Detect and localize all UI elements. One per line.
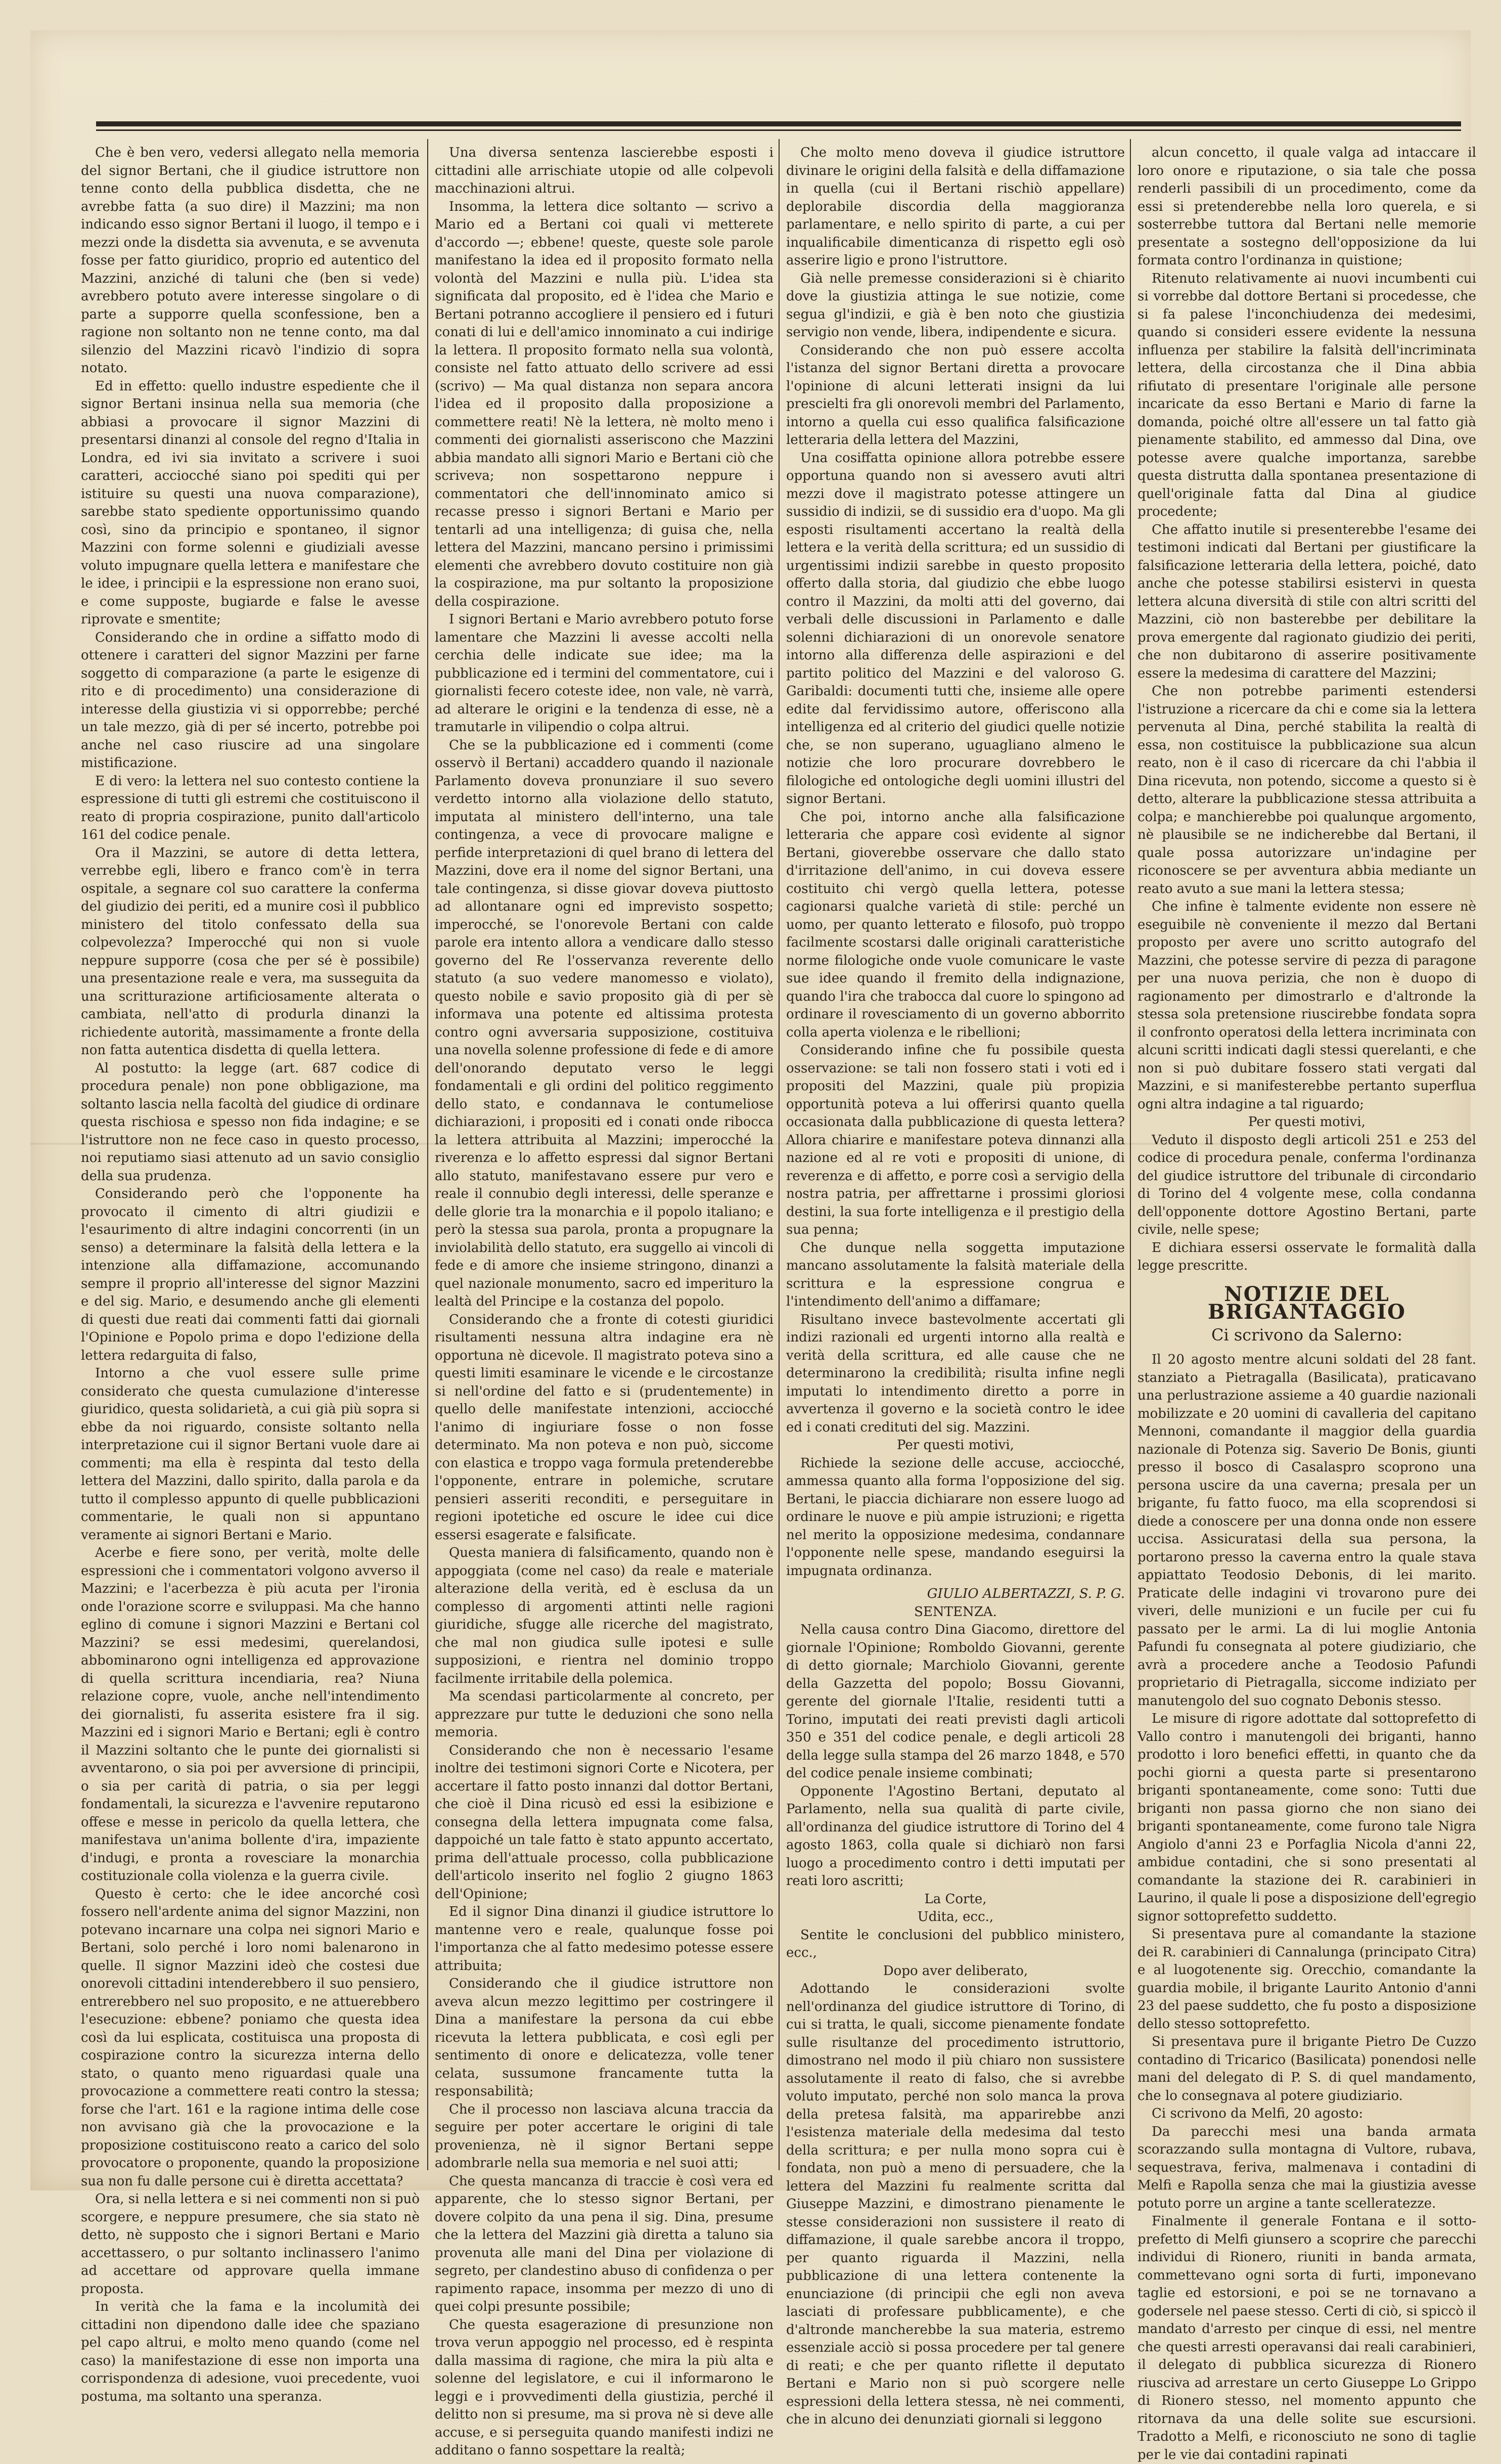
paragraph: Che se la pubblicazione ed i commenti (come osservò il Bertani) accaddero quando il nazionale Parlamento doveva pronunziare il suo severo verdetto intorno alla violazione dello statuto, imputata al ministero dell'interno, una tale contingenza, a vece di provocare maligne e perfide interpretazioni di quel brano di lettera del Mazzini, dove era il nome del signor Bertani, una tale contingenza, si disse giovar doveva piuttosto ad allontanare ogni ed imprevisto sospetto; imperocché, se l'onorevole Bertani con calde parole era intento allora a vendicare dallo stesso governo del Re l'osservanza reverente dello statuto (a suo vedere manomesso e violato), questo nobile e savio proposito già di per sè informava una potente ed altissima protesta contro ogni avversaria supposizione, costituiva una novella solenne professione di fede e di amore dell'onorando deputato verso le leggi fondamentali e gli ordini del politico reggimento dello stato, e condannava le contumeliose dichiarazioni, i propositi ed i conati onde ribocca la lettera attribuita al Mazzini; imperocché la riverenza e lo affetto espressi dal signor Bertani allo statuto, manifestavano essere pur vero e reale il connubio degli interessi, delle speranze e delle glorie tra la monarchia e il popolo italiano; e però la stessa sua parola, pronta a propugnare la inviolabilità dello statuto, era suggello ai vincoli di fede e di amore che insieme stringono, dinanzi a quel nazionale monumento, sacro ed imperituro la lealtà del Principe e la costanza del popolo. — [435, 737, 774, 1309]
paragraph: Nella causa contro Dina Giacomo, direttore del giornale l'Opinione; Romboldo Giovanni, gerente di detto giornale; Marchiolo Giovanni, gerente della Gazzetta del popolo; Bossu Giovanni, gerente del giornale l'Italie, residenti tutti a Torino, imputati dei reati previsti dagli articoli 350 e 351 del codice penale, e degli articoli 28 della legge sulla stampa del 26 marzo 1848, e 570 del codice penale insieme combinati; — [786, 1622, 1125, 1781]
section-heading: NOTIZIE DEL BRIGANTAGGIO — [1207, 1282, 1406, 1324]
section-subheading: Ci scrivono da Salerno: — [1211, 1325, 1402, 1345]
column-divider — [427, 139, 428, 2170]
paragraph: Ed il signor Dina dinanzi il giudice istruttore lo mantenne vero e reale, qualunque fosse poi l'importanza che al fatto medesimo potesse essere attribuita; — [435, 1904, 774, 1974]
paragraph: Già nelle premesse considerazioni si è chiarito dove la giustizia attinga le sue notizie, come segua gl'indizii, e già è ben noto che giustizia servigio non vende, libera, indipendente e sicura. — [786, 271, 1125, 340]
paragraph: Che molto meno doveva il giudice istruttore divinare le origini della falsità e della diffamazione in quella (cui il Bertani rischiò appellare) deplorabile discordia della maggioranza parlamentare, e nello spirito di parte, a cui per inqualificabile dimenticanza di rispetto egli osò asserire ligio e prono l'istruttore. — [786, 145, 1125, 268]
paragraph: Le misure di rigore adottate dal sottoprefetto di Vallo contro i manutengoli dei briganti, hanno prodotto i loro benefici effetti, in quanto che da pochi giorni a questa parte si presentarono briganti spontaneamente, come sono: Tutti due briganti non passa giorno che non siano dei briganti spontaneamente, come furono tale Nigra Angiolo d'anni 23 e Porfaglia Nicola d'anni 22, ambidue contadini, che si sono presentati al comandante la stazione dei R. carabinieri in Laurino, il quale li pose a disposizione dell'egregio signor sottoprefetto suddetto. — [1138, 1711, 1476, 1924]
paragraph: Veduto il disposto degli articoli 251 e 253 del codice di procedura penale, conferma l'ordinanza del giudice istruttore del tribunale di circondario di Torino del 4 volgente mese, colla condanna dell'opponente dottore Agostino Bertani, parte civile, nelle spese; — [1138, 1132, 1476, 1237]
paragraph: Ritenuto relativamente ai nuovi incumbenti cui si vorrebbe dal dottore Bertani si procedesse, che si fa palese l'inconchiudenza dei medesimi, quando si consideri essere evidente la nessuna influenza per stabilire la falsità dell'incriminata lettera, della circostanza che il Dina abbia rifiutato di presentare l'originale alle persone incaricate da esso Bertani e Mario di farne la domanda, poiché oltre all'essere un tal fatto già pienamente stabilito, ed ammesso dal Dina, ove potesse avere qualche importanza, sarebbe questa distrutta dalla spontanea presentazione di quell'originale fatta dal Dina al giudice procedente; — [1138, 271, 1476, 519]
text-column-3 — [786, 144, 1125, 2429]
masthead-rule — [96, 121, 1461, 126]
paragraph: Si presentava pure al comandante la stazione dei R. carabinieri di Cannalunga (principato Citra) e al luogotenente sig. Orecchio, comandante la guardia mobile, il brigante Laurito Antonio d'anni 23 del paese suddetto, che fu posto a disposizione dello stesso sottoprefetto. — [1138, 1927, 1476, 2032]
paragraph: alcun concetto, il quale valga ad intaccare il loro onore e riputazione, o sia tale che possa renderli passibili di un procedimento, come da essi si pretenderebbe nella loro querela, e si sosterrebbe tuttora dal Bertani nelle memorie presentate a sostegno dell'opposizione da lui formata contro l'ordinanza in quistione; — [1138, 145, 1476, 268]
paragraph: Che infine è talmente evidente non essere nè eseguibile nè conveniente il mezzo dal Bertani proposto per avere uno scritto autografo del Mazzini, che potesse servire di pezza di paragone per una nuova perizia, che non è duopo di ragionamento per dimostrarlo e d'altronde la stessa sola pretensione riuscirebbe fondata sopra il confronto operatosi della lettera incriminata con alcuni scritti indicati dagli stessi querelanti, e che non si può dubitare fossero stati vergati dal Mazzini, e si manifesterebbe pertanto superflua ogni altra indagine a tal riguardo; — [1138, 899, 1476, 1112]
paragraph: La Corte, — [924, 1891, 987, 1907]
paragraph: Udita, ecc., — [917, 1909, 994, 1924]
paragraph: Per questi motivi, — [1248, 1114, 1366, 1130]
paragraph: Una cosiffatta opinione allora potrebbe essere opportuna quando non si avessero avuti altri mezzi dove il magistrato potesse attingere un sussidio di indizii, se di sussidio era d'uopo. Ma gli esposti risultamenti accertano la realtà della lettera e la verità della scrittura; ed un sussidio di urgentissimi indizii sarebbe in questo proposito offerto dalla storia, dal giudizio che ebbe luogo contro il Mazzini, da molti atti del governo, dai verbali delle discussioni in Parlamento e dalle solenni dichiarazioni di un onorevole senatore intorno alla differenza delle aspirazioni e del partito politico del Mazzini e del valoroso G. Garibaldi: documenti tutti che, insieme alle opere edite dal fervidissimo autore, offeriscono alla intelligenza ed al criterio del giudici quelle notizie che, se non superano, uguagliano almeno le notizie che loro procurare dovrebbero le filologiche ed ontologiche degli uomini illustri del signor Bertani. — [786, 450, 1125, 807]
paragraph: Questa maniera di falsificamento, quando non è appoggiata (come nel caso) da reale e materiale alterazione della verità, ed è esclusa da un complesso di argomenti attinti nelle ragioni giuridiche, sfugge alle ricerche del magistrato, che mal non giudica sulle ipotesi e sulle supposizioni, e rientra nel dominio troppo facilmente irritabile della polemica. — [435, 1545, 774, 1686]
paragraph: Considerando che il giudice istruttore non aveva alcun mezzo legittimo per costringere il Dina a manifestare la persona da cui ebbe ricevuta la lettera pubblicata, e così egli per sentimento di onore e delicatezza, volle tener celata, sussumone francamente tutta la responsabilità; — [435, 1976, 774, 2099]
paragraph: Opponente l'Agostino Bertani, deputato al Parlamento, nella sua qualità di parte civile, all'ordinanza del giudice istruttore di Torino del 4 agosto 1863, colla quale si dichiarò non farsi luogo a procedimento contro i detti imputati per reati loro ascritti; — [786, 1783, 1125, 1889]
paragraph: Considerando infine che fu possibile questa osservazione: se tali non fossero stati i voti ed i propositi del Mazzini, quale più propizia opportunità poteva a lui offerirsi quanto quella occasionata dalla pubblicazione di questa lettera? Allora chiarire e manifestare poteva dinnanzi alla nazione ed al re voti e propositi di unione, di reverenza e di affetto, e porre così a servigio della nostra patria, per affrettarne i prossimi gloriosi destini, la sua forte intelligenza e il prestigio della sua penna; — [786, 1043, 1125, 1237]
paragraph: In verità che la fama e la incolumità dei cittadini non dipendono dalle idee che spaziano pel capo altrui, e molto meno quando (come nel caso) la manifestazione di esse non importa una corrispondenza di adesione, vuoi precedente, vuoi postuma, ma soltanto una speranza. — [81, 2299, 420, 2404]
paragraph: Che il processo non lasciava alcuna traccia da seguire per poter accertare le origini di tale provenienza, nè il signor Bertani seppe adombrarle nella sua memoria e nel suoi atti; — [435, 2101, 774, 2171]
paragraph: Che è ben vero, vedersi allegato nella memoria del signor Bertani, che il giudice istruttore non tenne conto della pubblica disdetta, che ne avrebbe fatta (a suo dire) il Mazzini; ma non indicando esso signor Bertani il luogo, il tempo e i mezzi onde la disdetta sia avvenuta, e se avvenuta fosse per fatto giuridico, proprio ed autentico del Mazzini, anziché di taluni che (ben si vede) avrebbero potuto avere interesse singolare o di parte a supporre quella sconfessione, ben a ragione non soltanto non ne tenne conto, ma dal silenzio del Mazzini ricavò l'indizio di sopra notato. — [81, 145, 420, 376]
paragraph: Considerando che a fronte di cotesti giuridici risultamenti nessuna altra indagine era nè opportuna nè dicevole. Il magistrato poteva sino a questi limiti esaminare le vicende e le circostanze si nell'ordine del fatto e si (prudentemente) in quello delle manifestate intenzioni, acciocché l'animo di ingiuriare fosse o non fosse determinato. Ma non poteva e non può, siccome con elastica e troppo vaga formula pretenderebbe l'opponente, entrare in polemiche, scrutare pensieri asseriti reconditi, e perseguitare in regioni ipotetiche ed oscure le idee cui dice essersi esagerate e falsificate. — [435, 1312, 774, 1543]
text-column-4 — [1138, 144, 1476, 2464]
paragraph: Questo è certo: che le idee ancorché così fossero nell'ardente anima del signor Mazzini, non potevano incarnare una colpa nei signori Mario e Bertani, solo perché i loro nomi balenarono in quelle. Il signor Mazzini ideò che costesi due onorevoli cittadini intenderebbero il suo pensiero, entrerebbero nel suo proposito, e ne attuerebbero l'esecuzione: ebbene? poniamo che questa idea così da lui esplicata, costituisca una proposta di cospirazione contro la sicurezza interna dello stato, o quanto meno riguardasi quale una provocazione a commettere reati contro la stessa; forse che l'art. 161 e la ragione intima delle cose non avvisano già che la provocazione e la proposizione costituiscono reato a carico del solo provocatore o proponente, quando la proposizione sua non fu dalle persone cui è diretta accettata? — [81, 1886, 420, 2189]
paragraph: Ora il Mazzini, se autore di detta lettera, verrebbe egli, libero e franco com'è in terra ospitale, a segnare col suo carattere la conferma del giudizio dei periti, ed a munire così il pubblico ministero del titolo confessato della sua colpevolezza? Imperocché qui non si vuole neppure supporre (cosa che per sé è possibile) una presentazione reale e vera, ma susseguita da una scritturazione artificiosamente alterata o cambiata, nell'atto di produrla dinanzi la richiedente autorità, massimamente a fronte della non fatta autentica disdetta di quella lettera. — [81, 845, 420, 1058]
paragraph: Che dunque nella soggetta imputazione mancano assolutamente la falsità materiale della scrittura e la espressione congrua e l'intendimento dell'animo a diffamare; — [786, 1240, 1125, 1309]
masthead-rule-thin — [96, 129, 1461, 131]
paragraph: Che affatto inutile si presenterebbe l'esame dei testimoni indicati dal Bertani per giustificare la falsificazione letteraria della lettera, poiché, dato anche che potesse stabilirsi esistervi in questa lettera alcuna diversità di stile con altri scritti del Mazzini, ciò non basterebbe per debilitare la prova emergente dal ragionato giudizio dei periti, che non dubitarono di asserire positivamente essere la medesima di carattere del Mazzini; — [1138, 522, 1476, 681]
paragraph: Ma scendasi particolarmente al concreto, per apprezzare pur tutte le deduzioni che sono nella memoria. — [435, 1689, 774, 1740]
column-divider — [779, 139, 780, 2170]
paragraph: Considerando che in ordine a siffatto modo di ottenere i caratteri del signor Mazzini per farne soggetto di comparazione (a parte le esigenze di rito e di procedimento) una considerazione di interesse della giustizia vi si opporrebbe; perché un tale mezzo, già di per sé incerto, potrebbe poi anche nel caso riuscire ad una singolare mistificazione. — [81, 630, 420, 771]
paragraph: Una diversa sentenza lascierebbe esposti i cittadini alle arrischiate utopie od alle colpevoli macchinazioni altrui. — [435, 145, 774, 196]
paragraph: GIULIO ALBERTAZZI, S. P. G. — [927, 1586, 1125, 1601]
column-divider — [1130, 139, 1131, 2170]
paragraph: Che non potrebbe parimenti estendersi l'istruzione a ricercare da chi e come sia la lettera pervenuta al Dina, perché stabilita la realtà di essa, non costituisce la pubblicazione sua alcun reato, non è il caso di ricercare da chi l'abbia il Dina ricevuta, non potendo, siccome a questo si è detto, alterare la pubblicazione stessa attribuita a colpa; e manchierebbe poi qualunque argomento, nè plausibile se ne indicherebbe dal Bertani, il quale possa autorizzare un'indagine per riconoscere se per avventura abbia mediante un reato avuto a sue mani la lettera stessa; — [1138, 684, 1476, 897]
paragraph: Risultano invece bastevolmente accertati gli indizi razionali ed urgenti intorno alla realtà e verità della scrittura, ed alle cause che ne determinarono la credibilità; risulta infine negli imputati lo intendimento diretto a porre in avvertenza il governo e la società contro le idee ed i conati credituti del sig. Mazzini. — [786, 1312, 1125, 1435]
paragraph: Considerando che non può essere accolta l'istanza del signor Bertani diretta a provocare l'opinione di alcuni letterati insigni da lui prescielti fra gli onorevoli membri del Parlamento, intorno a quella cui esso qualifica falsificazione letteraria della lettera del Mazzini, — [786, 342, 1125, 447]
paragraph: Che questa mancanza di traccie è così vera ed apparente, che lo stesso signor Bertani, per dovere colpito da una pena il sig. Dina, presume che la lettera del Mazzini già diretta a taluno sia provenuta alle mani del Dina per violazione di segreto, per clandestino abuso di confidenza o per rapimento rapace, insomma per mezzo di uno di quei colpi presunte possibile; — [435, 2173, 774, 2314]
paragraph: Richiede la sezione delle accuse, acciocché, ammessa quanto alla forma l'opposizione del sig. Bertani, le piaccia dichiarare non essere luogo ad ordinare le nuove e più ampie istruzioni; e rigetta nel merito la opposizione medesima, condannare l'opponente nelle spese, mandando eseguirsi la impugnata ordinanza. — [786, 1455, 1125, 1579]
paragraph: Che questa esagerazione di presunzione non trova verun appoggio nel processo, ed è respinta dalla massima di ragione, che mira la più alta e solenne del legislatore, e cui il informarono le leggi e i provvedimenti della giustizia, perché il delitto non si presume, ma si prova nè si deve alle accuse, e si perseguita quando manifesti indizi ne additano o fanno sospettare la realtà; — [435, 2317, 774, 2458]
paragraph: Per questi motivi, — [897, 1438, 1014, 1453]
paragraph: Da parecchi mesi una banda armata scorazzando sulla montagna di Vultore, rubava, sequestrava, feriva, malmenava i contadini di Melfi e Rapolla senza che mai la giustizia avesse potuto porre un argine a tante scelleratezze. — [1138, 2124, 1476, 2211]
paragraph: Ora, si nella lettera e si nei commenti non si può scorgere, e neppure presumere, che sia stato nè detto, nè supposto che i signori Bertani e Mario accettassero, o pur soltanto inclinassero l'animo ad accettare od approvare quella immane proposta. — [81, 2191, 420, 2297]
paragraph: Sentite le conclusioni del pubblico ministero, ecc., — [786, 1927, 1125, 1960]
paragraph: Al postutto: la legge (art. 687 codice di procedura penale) non pone obbligazione, ma soltanto lascia nella facoltà del giudice di ordinare questa rischiosa e spesso non fida indagine; e se l'istruttore non ne fece caso in questo processo, noi reputiamo siasi attenuto ad un savio consiglio della sua prudenza. — [81, 1060, 420, 1184]
paragraph: Dopo aver deliberato, — [883, 1963, 1028, 1979]
text-column-2 — [435, 144, 774, 2460]
paragraph: Che poi, intorno anche alla falsificazione letteraria che appare così evidente al signor Bertani, gioverebbe osservare che dallo stato d'irritazione dell'animo, in cui doveva essere costituito chi vergò quella lettera, potesse cagionarsi qualche varietà di stile: perché un uomo, per quanto letterato e filosofo, può troppo facilmente scostarsi dalle originali caratteristiche norme filologiche onde vuole comunicare le vaste sue idee quando il fremito della indignazione, quando l'ira che trabocca dal cuore lo spingono ad ordinare il rovesciamento di un governo abborrito colla aperta violenza e le ribellioni; — [786, 809, 1125, 1040]
paragraph: I signori Bertani e Mario avrebbero potuto forse lamentare che Mazzini li avesse accolti nella cerchia delle indicate sue idee; ma la pubblicazione ed i termini del commentatore, cui i giornalisti fecero coteste idee, non vale, nè varrà, ad alterare le origini e la tendenza di esse, nè a tramutarle in vilipendio o colpa altrui. — [435, 612, 774, 735]
paragraph: Considerando che non è necessario l'esame inoltre dei testimoni signori Corte e Nicotera, per accertare il fatto posto innanzi dal dottor Bertani, che cioè il Dina ricusò ed essi la esibizione e consegna della lettera impugnata come falsa, dappoiché un tale fatto è stato appunto accertato, prima dell'attuale processo, colla pubblicazione dell'articolo inserito nel foglio 2 giugno 1863 dell'Opinione; — [435, 1742, 774, 1902]
paragraph: E di vero: la lettera nel suo contesto contiene la espressione di tutti gli estremi che costituiscono il reato di propria cospirazione, punito dall'articolo 161 del codice penale. — [81, 773, 420, 842]
paragraph: Il 20 agosto mentre alcuni soldati del 28 fant. stanziato a Pietragalla (Basilicata), praticavano una perlustrazione assieme a 40 guardie nazionali mobilizzate e 20 uomini di cavalleria del capitano Mennoni, comandante il maggior della guardia nazionale di Potenza sig. Saverio De Bonis, giunti presso il bosco di Casalaspro scoprono una persona uscire da una caverna; presala per un brigante, fu fatto fuoco, ma ella scoprendosi si diede a conoscere per una donna onde non essere uccisa. Assicuratasi della sua persona, la portarono presso la caverna entro la quale stava appiattato Teodosio Debonis, di lei marito. Praticate delle indagini vi trovarono pure dei viveri, delle munizioni e un fucile per cui fu passato per le armi. La di lui moglie Antonia Pafundi fu consegnata al potere giudiziario, che avrà a procedere anche a Teodosio Pafundi proprietario di Pietragalla, siccome indiziato per manutengolo del suo cognato Debonis stesso. — [1138, 1352, 1476, 1709]
text-column-1 — [81, 144, 420, 2406]
paragraph: Finalmente il generale Fontana e il sotto-prefetto di Melfi giunsero a scoprire che parecchi individui di Rionero, riuniti in banda armata, commettevano ogni sorta di furti, imponevano taglie ed estorsioni, e poi se ne tornavano a godersele nel paese stesso. Certi di ciò, si spiccò il mandato d'arresto per cinque di essi, nel mentre che questi arresti operavansi dai reali carabinieri, il delegato di pubblica sicurezza di Rionero riusciva ad arrestare un certo Giuseppe Lo Grippo di Rionero stesso, nel momento appunto che ritornava da una delle solite sue escursioni. Tradotto a Melfi, e riconosciuto ne sono di taglie per le vie dai contadini rapinati — [1138, 2214, 1476, 2462]
paragraph: Intorno a che vuol essere sulle prime considerato che questa cumulazione d'interesse giuridico, questa solidarietà, a cui già più sopra si ebbe da noi riguardo, consiste soltanto nella interpretazione cui il signor Bertani vuole dare ai commenti; ma ella è respinta dal testo della lettera del Mazzini, dallo spirito, dalla parola e da tutto il complesso appunto di quelle pubblicazioni commentarie, le quali non si appuntano veramente ai signori Bertani e Mario. — [81, 1366, 420, 1543]
paragraph: Si presentava pure il brigante Pietro De Cuzzo contadino di Tricarico (Basilicata) ponendosi nelle mani del delegato di P. S. di quel mandamento, che lo consegnava al potere giudiziario. — [1138, 2034, 1476, 2103]
paragraph: Ed in effetto: quello industre espediente che il signor Bertani insinua nella sua memoria (che abbiasi a provocare il signor Mazzini di presentarsi dinanzi al console del regno d'Italia in Londra, ed ivi sia invitato a scrivere i suoi caratteri, acciocché siano poi spediti qui per istituire su questi una nuova comparazione), sarebbe stato spediente opportunissimo quando così, sino da principio e spontaneo, il signor Mazzini con forme solenni e giudiziali avesse voluto impugnare quella lettera e manifestare che le idee, i principii e la espressione non erano suoi, e come supposte, bugiarde e false le avesse riprovate e smentite; — [81, 378, 420, 627]
paragraph: Adottando le considerazioni svolte nell'ordinanza del giudice istruttore di Torino, di cui si tratta, le quali, siccome pienamente fondate sulle risultanze del procedimento istruttorio, dimostrano nel modo il più chiaro non sussistere assolutamente il reato di falso, che si avrebbe voluto imputato, perché non solo manca la prova della pretesa falsità, ma apparirebbe anzi l'esistenza materiale della medesima dal testo della scrittura; e per nulla mono sopra cui è fondata, non può a meno di persuadere, che la lettera del Mazzini fu realmente scritta dal Giuseppe Mazzini, e dimostrano pienamente le stesse considerazioni non sussistere il reato di diffamazione, il quale sarebbe ancora il troppo, per quanto riguarda il Mazzini, nella pubblicazione di una lettera contenente la enunciazione (di principii che egli non aveva lasciati di professare pubblicamente), e che d'altronde mancherebbe la sua materia, estremo essenziale acciò si possa procedere per tal genere di reati; e che per quanto riflette il deputato Bertani e Mario non si può scorgere nelle espressioni della lettera stessa, nè nei commenti, che in alcuno dei denunziati giornali si leggono — [786, 1981, 1125, 2427]
newspaper-page — [30, 30, 1476, 2462]
paragraph: Considerando però che l'opponente ha provocato il cimento di altri giudizii e l'esaurimento di altre indagini concorrenti (in un senso) a determinare la falsità della lettera e la intenzione alla diffamazione, accomunando sempre il proprio all'interesse del signor Mazzini e del sig. Mario, e desumendo anche gli elementi di questi due reati dai commenti fatti dai giornali l'Opinione e Popolo prima e dopo l'edizione della lettera redarguita di falso, — [81, 1186, 420, 1363]
paragraph: Acerbe e fiere sono, per verità, molte delle espressioni che i commentatori volgono avverso il Mazzini; e l'acerbezza è più acuta per l'ironia onde l'orazione scorre e sviluppasi. Ma che hanno eglino di comune i signori Mazzini e Bertani col Mazzini? se essi medesimi, querelandosi, abbominarono ogni intelligenza ed approvazione di quella scrittura incendiaria, rea? Niuna relazione copre, vuole, anche nell'intendimento dei giornalisti, fu asserita esistere fra il sig. Mazzini ed i signori Mario e Bertani; egli è contro il Mazzini soltanto che le punte dei giornalisti si avventarono, o sia poi per avversione di principii, o sia per carità di patria, o sia per leggi fondamentali, la sicurezza e l'avvenire reputarono offese e messe in pericolo da quella lettera, che manifestava un'anima bollente d'ira, impaziente d'indugi, e pronta a rovesciare la monarchia costituzionale colla violenza e la guerra civile. — [81, 1545, 420, 1884]
paragraph: E dichiara essersi osservate le formalità dalla legge prescritte. — [1138, 1240, 1476, 1273]
paragraph: Ci scrivono da Melfi, 20 agosto: — [1152, 2106, 1363, 2121]
paragraph: SENTENZA. — [914, 1604, 997, 1620]
paragraph: Insomma, la lettera dice soltanto — scrivo a Mario ed a Bertani coi quali vi metterete d'accordo —; ebbene! queste, queste sole parole manifestano la idea ed il proposito formato nella volontà del Mazzini e nulla più. L'idea sta significata dal proposito, ed è l'idea che Mario e Bertani potranno accogliere il pensiero ed i futuri conati di lui e dell'amico innominato a cui indirige la lettera. Il proposito formato nella sua volontà, consiste nel fatto attuato dello scrivere ad essi (scrivo) — Ma qual distanza non separa ancora l'idea ed il proposito dalla proposizione a commettere reati! Nè la lettera, nè molto meno i commenti dei giornalisti asseriscono che Mazzini abbia mandato alli signori Mario e Bertani ciò che scriveva; non sospettarono neppure i commentatori che dell'innominato amico si recasse presso i signori Bertani e Mario per tentarli ad una intelligenza; di guisa che, nella lettera del Mazzini, mancano persino i primissimi elementi che avrebbero dovuto costituire non già la cospirazione, ma pur soltanto la proposizione della cospirazione. — [435, 199, 774, 609]
